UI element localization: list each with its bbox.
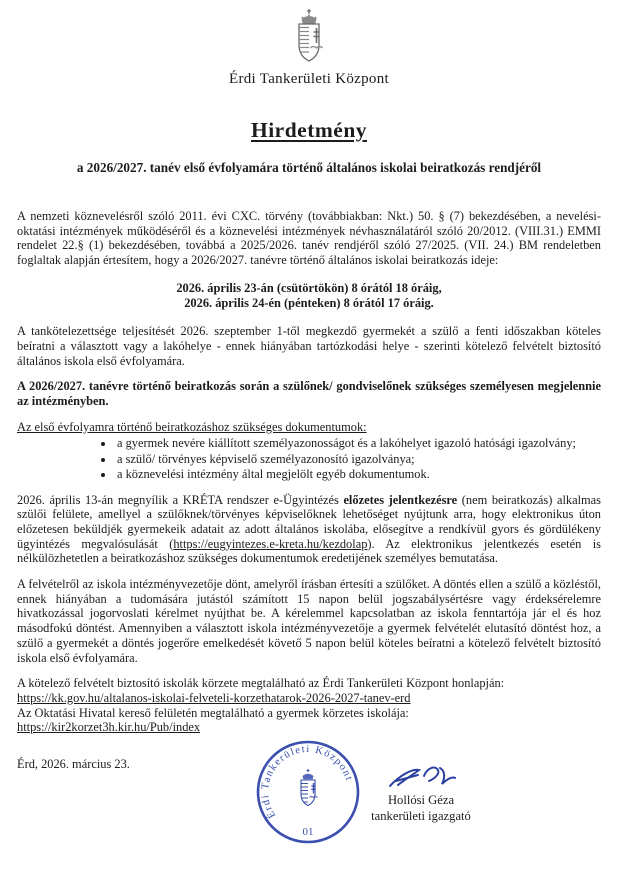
document-header — [17, 8, 601, 88]
handwritten-signature-icon — [384, 762, 458, 794]
document-list-item: • a köznevelési intézmény által megjelölt egyéb dokumentumok. — [115, 467, 601, 482]
organization-name: Érdi Tankerületi Központ — [229, 71, 389, 87]
date-place-line: Érd, 2026. március 23. — [17, 757, 130, 771]
paragraph-personal-presence: A 2026/2027. tanévre történő beiratkozás során a szülőnek/ gondviselőnek szükséges személyesen megjelennie az intézményben. — [17, 379, 601, 409]
document-body — [17, 209, 601, 735]
kreta-url-link[interactable]: https://eugyintezes.e-kreta.hu/kezdolap — [173, 536, 368, 551]
page-subtitle: a 2026/2027. tanév első évfolyamára történő általános iskolai beiratkozás rendjéről — [76, 160, 542, 175]
kreta-bold-phrase: előzetes jelentkezésre — [343, 492, 458, 507]
enrollment-date-line-1: 2026. április 23-án (csütörtökön) 8 órától 18 óráig, — [176, 280, 442, 295]
enrollment-dates — [17, 281, 601, 310]
paragraph-kreta — [17, 493, 601, 567]
hungarian-coat-of-arms-icon — [289, 8, 329, 64]
documents-heading: Az első évfolyamra történő beiratkozáshoz szükséges dokumentumok: — [17, 419, 367, 434]
documents-list — [115, 436, 601, 481]
oh-info-line: Az Oktatási Hivatal kereső felületén megtalálható a gyermek körzetes iskolája: — [17, 705, 409, 720]
official-round-stamp — [255, 739, 361, 845]
stamp-ring-text: Érdi Tankerületi Központ — [259, 744, 355, 820]
paragraph-obligation: A tankötelezettsége teljesítését 2026. szeptember 1-től megkezdő gyermekét a szülő a fenti időszakban köteles beíratni a választott vagy a lakóhelye - ennek hiányában tartózkodási helye - szerinti kötelező felvételt biztosító általános iskola első évfolyamára. — [17, 324, 601, 368]
page-title: Hirdetmény — [250, 118, 368, 142]
signer-title: tankerületi igazgató — [371, 809, 471, 823]
document-list-item: • a gyermek nevére kiállított személyazonosságot és a lakóhelyet igazoló hatósági igazolvány; — [115, 436, 601, 451]
stamp-number: 01 — [302, 826, 314, 838]
district-url-link[interactable]: https://kk.gov.hu/altalanos-iskolai-felveteli-korzethatarok-2026-2027-tanev-erd — [17, 690, 411, 705]
signer-name: Hollósi Géza — [387, 793, 455, 807]
paragraph-appeal: A felvételről az iskola intézményvezetője dönt, amelyről írásban értesíti a szülőket. A döntés ellen a szülő a közléstől, ennek hiányában a tudomására jutástól számított 15 napon belül jogszabálysértésre vagy érdeksérelemre hivatkozással jogorvoslati kérelmet nyújthat be. A kérelemmel kapcsolatban az iskola fenntartója jár el és hoz másodfokú döntést. Amennyiben a választott iskola intézményvezetője a gyermek felvételét elutasító döntést hoz, a szülő a gyermekét a döntés jogerőre emelkedését követő 5 napon belül köteles beíratni a kötelező felvételt biztosító iskola első évfolyamára. — [17, 577, 601, 665]
signature-block — [356, 762, 486, 824]
kreta-text-1: 2026. április 13-án megnyílik a KRÉTA rendszer e-Ügyintézés — [17, 492, 344, 507]
kreta-text-3: ). Az elektronikus jelentkezés esetén is nélkülözhetetlen a beiratkozáshoz szükséges dokumentumok eredetijének személyes bemutatása. — [17, 536, 601, 566]
stamp-coat-of-arms-icon — [301, 769, 318, 806]
document-list-item: • a szülő/ törvényes képviselő személyazonosító igazolványa; — [115, 452, 601, 467]
oh-url-link[interactable]: https://kir2korzet3h.kir.hu/Pub/index — [17, 720, 201, 735]
kreta-text-2: (nem beiratkozás) alkalmas szülői felülete, amellyel a szülőknek/törvényes képviselőknek lehetőséget nyújtunk arra, hogy elektronikus úton előzetesen beküldjék gyermekeik adatait az adott általános iskolába, elősegítve a rendkívül gyors és gördülékeny ügyintézés megvalósulását ( — [17, 492, 601, 551]
enrollment-date-line-2: 2026. április 24-én (pénteken) 8 órától 17 óráig. — [184, 295, 434, 310]
paragraph-legal-basis: A nemzeti köznevelésről szóló 2011. évi CXC. törvény (továbbiakban: Nkt.) 50. § (7) bekezdésében, a nevelési-oktatási intézmények működéséről és a köznevelési intézmények névhasználatáról szóló 20/2012. (VIII.31.) EMMI rendelet 22.§ (1) bekezdésében, továbbá a 2025/2026. tanév rendjéről szóló 27/2025. (VII. 24.) BM rendeletben foglaltak alapján értesítem, hogy a 2026/2027. tanévre történő általános iskolai beiratkozás ideje: — [17, 209, 601, 268]
district-info-line: A kötelező felvételt biztosító iskolák körzete megtalálható az Érdi Tankerületi Központ honlapján: — [17, 676, 505, 691]
